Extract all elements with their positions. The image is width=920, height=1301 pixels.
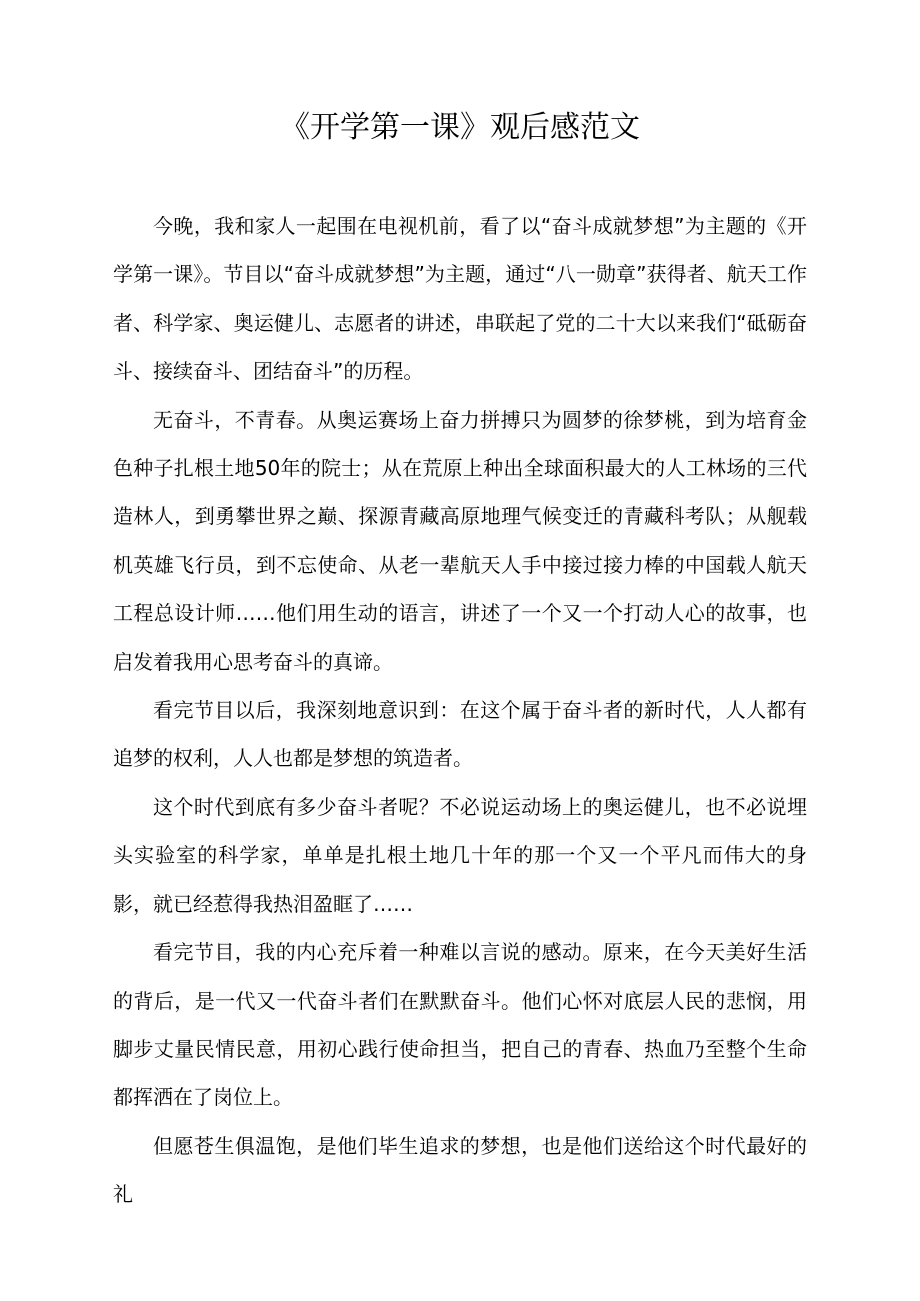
document-body [113, 202, 807, 1219]
paragraph: 但愿苍生俱温饱，是他们毕生追求的梦想，也是他们送给这个时代最好的礼 [113, 1133, 807, 1207]
paragraph: 看完节目以后，我深刻地意识到：在这个属于奋斗者的新时代，人人都有追梦的权利，人人也都是梦想的筑造者。 [113, 698, 807, 771]
paragraph: 无奋斗，不青春。从奥运赛场上奋力拼搏只为圆梦的徐梦桃，到为培育金色种子扎根土地50年的院士；从在荒原上种出全球面积最大的人工林场的三代造林人，到勇攀世界之巅、探源青藏高原地理气候变迁的青藏科考队；从舰载机英雄飞行员，到不忘使命、从老一辈航天人手中接过接力棒的中国载人航天工程总设计师……他们用生动的语言，讲述了一个又一个打动人心的故事，也启发着我用心思考奋斗的真谛。 [113, 407, 807, 674]
paragraph: 看完节目，我的内心充斥着一种难以言说的感动。原来，在今天美好生活的背后，是一代又一代奋斗者们在默默奋斗。他们心怀对底层人民的悲悯，用脚步丈量民情民意，用初心践行使命担当，把自己的青春、热血乃至整个生命都挥洒在了岗位上。 [113, 940, 807, 1110]
paragraph: 这个时代到底有多少奋斗者呢？不必说运动场上的奥运健儿，也不必说埋头实验室的科学家，单单是扎根土地几十年的那一个又一个平凡而伟大的身影，就已经惹得我热泪盈眶了…… [113, 794, 807, 916]
document-title: 《开学第一课》观后感范文 [280, 110, 640, 145]
paragraph: 今晚，我和家人一起围在电视机前，看了以“奋斗成就梦想”为主题的《开学第一课》。节目以“奋斗成就梦想”为主题，通过“八一勋章”获得者、航天工作者、科学家、奥运健儿、志愿者的讲述，串联起了党的二十大以来我们“砥砺奋斗、接续奋斗、团结奋斗”的历程。 [113, 214, 807, 384]
